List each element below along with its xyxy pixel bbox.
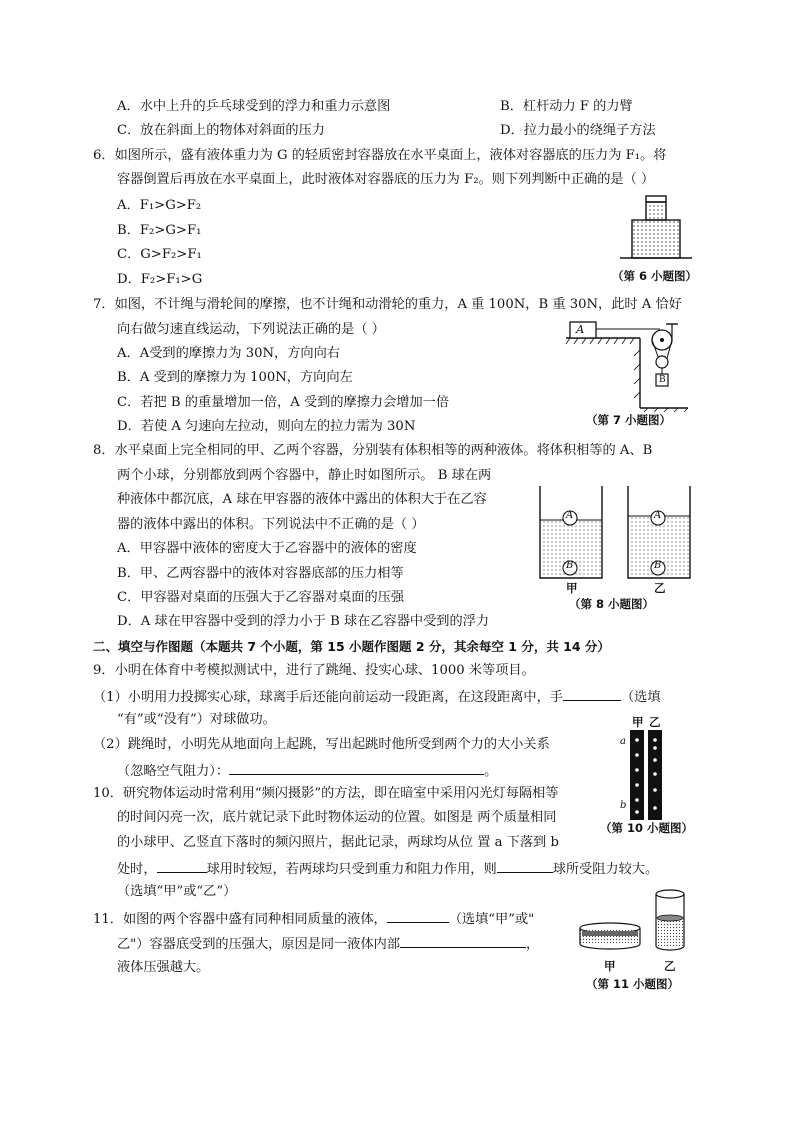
q11-label-yi: 乙 — [664, 959, 676, 973]
q6-figure-caption: （第 6 小题图） — [612, 269, 698, 283]
q9-part2-text: （忽略空气阻力）： — [117, 764, 230, 779]
q9-part1-text: （1）小明用力投掷实心球，球离手后还能向前运动一段距离，在这段距离中，手 — [93, 690, 563, 705]
q10-stem-line4 — [117, 858, 658, 880]
section-2-title: 二、填空与作图题 — [93, 639, 194, 654]
q10-strobe-figure — [620, 728, 672, 820]
q8-ball-a-jia: A — [566, 510, 574, 521]
q10-label-b: b — [620, 800, 627, 811]
q11-stem-line3: 液体压强越大。 — [117, 960, 210, 975]
q6-option-a: A．F₁>G>F₂ — [117, 198, 202, 213]
q8-containers-figure — [534, 484, 704, 584]
q10-text-c: 球所受阻力较大。 — [552, 862, 659, 877]
q11-text-d: ， — [526, 937, 540, 952]
q8-figure-caption: （第 8 小题图） — [569, 597, 655, 611]
q6-stem-line2: 容器倒置后再放在水平桌面上，此时液体对容器底的压力为 F₂。则下列判断中正确的是（ ） — [117, 172, 655, 187]
q6-option-c: C．G>F₂>F₁ — [117, 247, 202, 262]
q11-text-a: 11．如图的两个容器中盛有同种相同质量的液体， — [93, 912, 387, 927]
q10-blank-2[interactable] — [497, 858, 553, 873]
q8-stem-line4: 器的液体中露出的体积。下列说法中不正确的是（ ） — [117, 517, 425, 532]
q6-option-b: B．F₂>G>F₁ — [117, 223, 202, 238]
q7-stem-line1: 7．如图，不计绳与滑轮间的摩擦，也不计绳和动滑轮的重力，A 重 100N，B 重 30N，此时 A 恰好 — [93, 297, 682, 312]
q10-label-jia: 甲 — [632, 715, 644, 729]
q10-stem-line1: 10．研究物体运动时常利用“频闪摄影”的方法，即在暗室中采用闪光灯每隔相等 — [93, 786, 559, 801]
q7-option-d: D．若使 A 匀速向左拉动，则向左的拉力需为 30N — [117, 419, 416, 434]
q6-container-figure — [620, 192, 700, 268]
q9-part1-line1 — [93, 686, 661, 708]
q6-option-d: D．F₂>F₁>G — [117, 272, 203, 287]
q10-label-yi: 乙 — [649, 715, 661, 729]
q7-stem-line2: 向右做匀速直线运动，下列说法正确的是（ ） — [117, 322, 385, 337]
q11-figure-caption: （第 11 小题图） — [586, 977, 680, 991]
q6-stem-line1: 6．如图所示，盛有液体重力为 G 的轻质密封容器放在水平桌面上，液体对容器底的压力为 F₁。将 — [93, 148, 667, 163]
q9-part2-line2 — [117, 760, 497, 782]
q11-blank-2[interactable] — [400, 933, 526, 948]
q7-option-b: B．A 受到的摩擦力为 100N，方向向左 — [117, 370, 353, 385]
q11-label-jia: 甲 — [604, 959, 616, 973]
q10-stem-line5: （选填“甲”或“乙”） — [117, 884, 237, 899]
section-2-detail: （本题共 7 个小题，第 15 小题作图题 2 分，其余每空 1 分，共 14 分） — [193, 639, 610, 654]
q11-stem-line1 — [93, 908, 534, 930]
q7-block-a-label: A — [576, 322, 585, 336]
q9-part2-end: 。 — [484, 764, 498, 779]
q8-label-jia: 甲 — [566, 581, 578, 595]
q7-option-c: C．若把 B 的重量增加一倍，A 受到的摩擦力会增加一倍 — [117, 395, 450, 410]
q10-figure-caption: （第 10 小题图） — [600, 821, 694, 835]
q5-option-c: C．放在斜面上的物体对斜面的压力 — [117, 123, 325, 138]
q8-option-c: C．甲容器对桌面的压强大于乙容器对桌面的压强 — [117, 590, 405, 605]
section-2-heading — [93, 637, 610, 658]
q9-part2-line1: （2）跳绳时，小明先从地面向上起跳，写出起跳时他所受到两个力的大小关系 — [93, 737, 550, 752]
q5-option-d: D．拉力最小的绕绳子方法 — [500, 123, 656, 138]
q8-ball-b-yi: B — [654, 560, 662, 571]
q8-label-yi: 乙 — [654, 581, 666, 595]
q5-option-a: A．水中上升的乒乓球受到的浮力和重力示意图 — [117, 99, 391, 114]
q11-text-c: 乙"）容器底受到的压强大，原因是同一液体内部 — [117, 937, 401, 952]
q11-blank-1[interactable] — [387, 908, 449, 923]
q8-option-d: D．A 球在甲容器中受到的浮力小于 B 球在乙容器中受到的浮力 — [117, 614, 490, 629]
q10-stem-line2: 的时间闪亮一次，底片就记录下此时物体运动的位置。如图是 两个质量相同 — [117, 810, 557, 825]
q8-stem-line3: 种液体中都沉底，A 球在甲容器的液体中露出的体积大于在乙容 — [117, 492, 487, 507]
q11-text-b: （选填“甲”或" — [448, 912, 535, 927]
q8-ball-a-yi: A — [654, 510, 662, 521]
q8-stem-line2: 两个小球，分别都放到两个容器中，静止时如图所示。 B 球在两 — [117, 468, 492, 483]
q9-part1-line2: “有”或“没有”）对球做功。 — [117, 712, 276, 727]
q11-containers-figure — [576, 884, 696, 960]
q9-stem: 9．小明在体育中考模拟测试中，进行了跳绳、投实心球、1000 米等项目。 — [93, 663, 535, 678]
q8-stem-line1: 8．水平桌面上完全相同的甲、乙两个容器，分别装有体积相等的两种液体。将体积相等的 A、B — [93, 443, 653, 458]
q7-block-b-label: B — [659, 375, 666, 385]
q8-ball-b-jia: B — [566, 560, 574, 571]
q10-text-a: 处时， — [117, 862, 157, 877]
q7-option-a: A．A受到的摩擦力为 30N，方向向右 — [117, 346, 340, 361]
q10-label-a: a — [620, 736, 626, 747]
q11-stem-line2 — [117, 933, 539, 955]
q5-option-b: B．杠杆动力 F 的力臂 — [500, 99, 633, 114]
q10-text-b: 球用时较短，若两球均只受到重力和阻力作用，则 — [206, 862, 497, 877]
q10-stem-line3: 的小球甲、乙竖直下落时的频闪照片，据此记录，两球均从位 置 a 下落到 b — [117, 835, 559, 850]
q9-part1-hint: （选填 — [620, 690, 661, 705]
q7-figure-caption: （第 7 小题图） — [586, 413, 672, 427]
q8-option-b: B．甲、乙两容器中的液体对容器底部的压力相等 — [117, 566, 404, 581]
q10-blank-1[interactable] — [157, 858, 207, 873]
q9-part1-blank[interactable] — [563, 686, 621, 701]
q9-part2-blank[interactable] — [229, 760, 484, 775]
q8-option-a: A．甲容器中液体的密度大于乙容器中的液体的密度 — [117, 541, 417, 556]
